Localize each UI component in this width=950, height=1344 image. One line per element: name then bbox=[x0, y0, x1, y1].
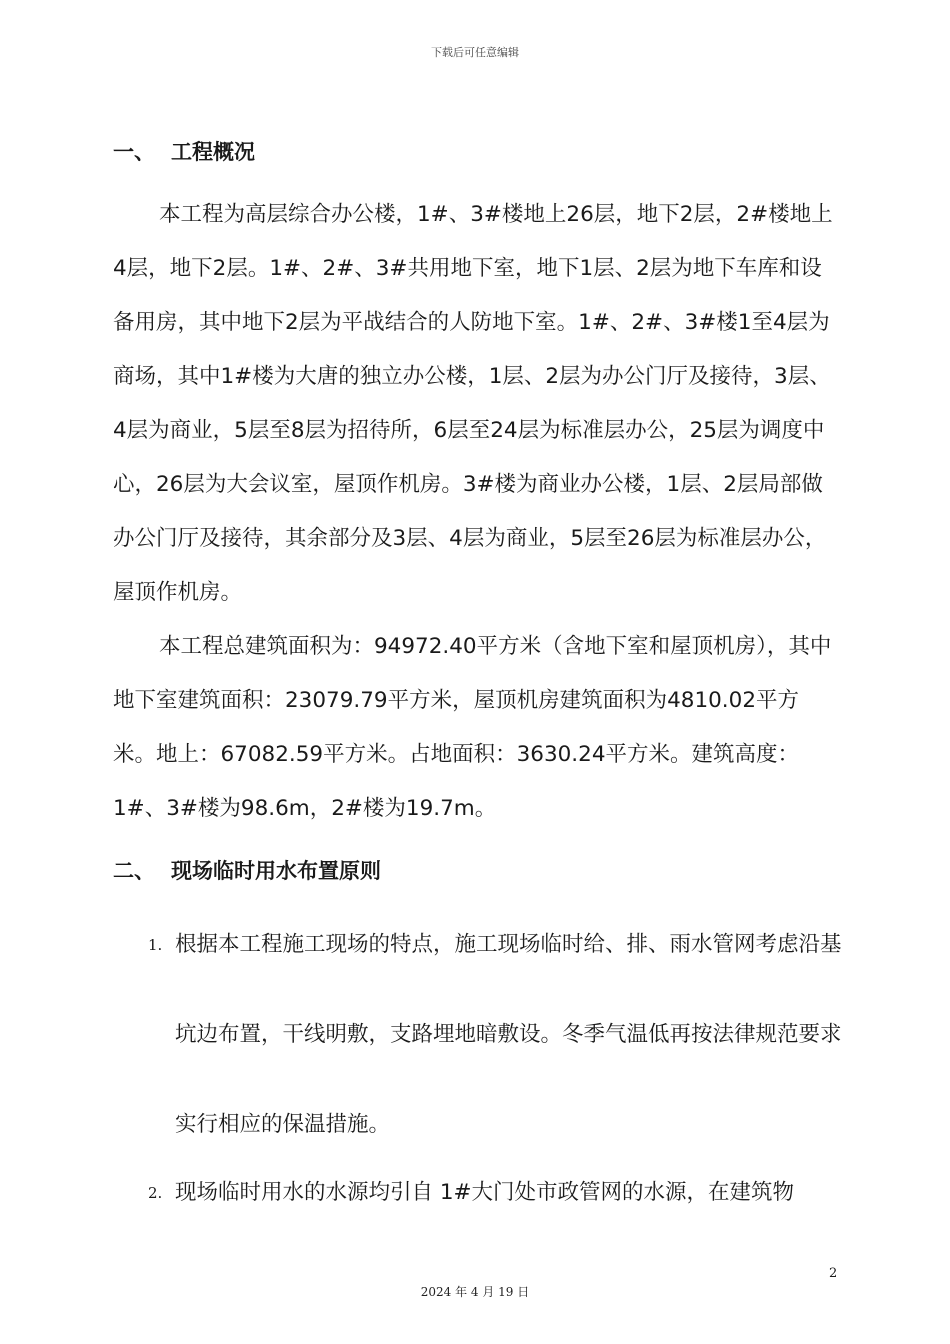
section-title: 现场临时用水布置原则 bbox=[171, 859, 381, 883]
section-number: 二、 bbox=[113, 859, 155, 883]
section-title: 工程概况 bbox=[171, 140, 255, 164]
list-item-text: 根据本工程施工现场的特点，施工现场临时给、排、雨水管网考虑沿基坑边布置，干线明敷，支路埋地暗敷设。冬季气温低再按法律规范要求实行相应的保温措施。 bbox=[175, 932, 842, 1137]
paragraph-text: 本工程总建筑面积为：94972.40平方米（含地下室和屋顶机房），其中地下室建筑面积：23079.79平方米，屋顶机房建筑面积为4810.02平方米。地上：67082.59平方米。占地面积：3630.24平方米。建筑高度：1#、3#楼为98.6m，2#楼为19.7m。 bbox=[113, 634, 832, 821]
paragraph-area-figures bbox=[113, 620, 841, 836]
list-item-number: 1. bbox=[148, 936, 163, 954]
page-number: 2 bbox=[829, 1266, 838, 1281]
paragraph-project-description bbox=[113, 188, 841, 620]
list-item-number: 2. bbox=[148, 1184, 163, 1202]
page-header: 下载后可任意编辑 bbox=[431, 46, 519, 59]
list-item bbox=[148, 912, 848, 1170]
list-item-text: 现场临时用水的水源均引自 1#大门处市政管网的水源，在建筑物 bbox=[175, 1180, 795, 1205]
page-footer-date: 2024 年 4 月 19 日 bbox=[420, 1285, 530, 1299]
section-heading-water-layout bbox=[113, 856, 381, 886]
paragraph-text: 本工程为高层综合办公楼，1#、3#楼地上26层，地下2层，2#楼地上4层，地下2层。1#、2#、3#共用地下室，地下1层、2层为地下车库和设备用房，其中地下2层为平战结合的人防地下室。1#、2#、3#楼1至4层为商场，其中1#楼为大唐的独立办公楼，1层、2层为办公门厅及接待，3层、4层为商业，5层至8层为招待所，6层至24层为标准层办公，25层为调度中心，26层为大会议室，屋顶作机房。3#楼为商业办公楼，1层、2层局部做办公门厅及接待，其余部分及3层、4层为商业，5层至26层为标准层办公，屋顶作机房。 bbox=[113, 202, 833, 605]
section-number: 一、 bbox=[113, 140, 155, 164]
section-heading-overview bbox=[113, 137, 255, 167]
list-item bbox=[148, 1160, 848, 1238]
